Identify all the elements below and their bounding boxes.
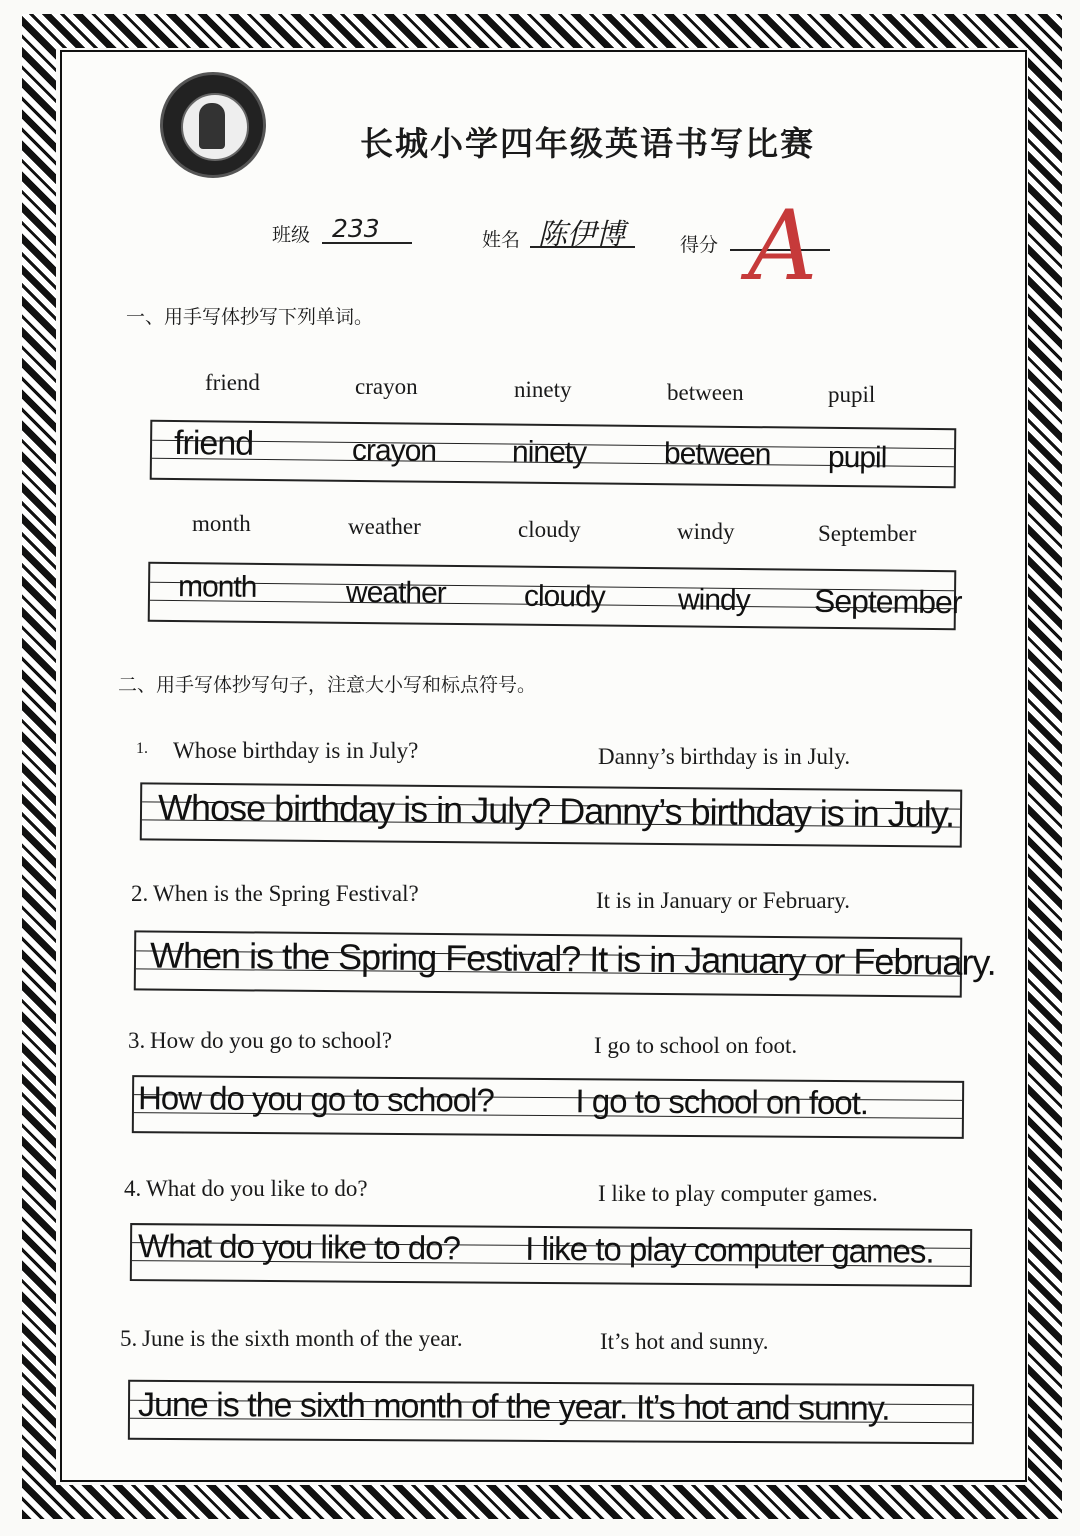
word-prompt: between <box>667 380 744 405</box>
word-prompt: September <box>818 521 917 546</box>
item-number: 1. <box>136 740 148 757</box>
word-prompt: cloudy <box>518 517 581 542</box>
item-number: 4. <box>124 1176 142 1201</box>
handwritten-word: ninety <box>511 435 587 470</box>
handwritten-word: pupil <box>827 440 887 475</box>
sentence-question: June is the sixth month of the year. <box>142 1326 463 1351</box>
sentence-answer: I like to play computer games. <box>598 1181 878 1206</box>
sentence-answer: It is in January or February. <box>596 888 850 913</box>
sentence-question: How do you go to school? <box>150 1028 393 1053</box>
item-number: 2. <box>131 881 149 906</box>
word-prompt: friend <box>205 370 260 395</box>
class-label: 班级 <box>272 224 311 246</box>
sentence-writing-box <box>130 1223 972 1287</box>
handwritten-word: weather <box>345 575 446 610</box>
sentence-writing-box <box>128 1380 974 1444</box>
handwritten-sentence: June is the sixth month of the year. It’s hot and sunny. <box>137 1385 890 1428</box>
word-prompt: month <box>192 511 251 536</box>
sentence-answer: I go to school on foot. <box>594 1033 798 1058</box>
word-prompt: ninety <box>514 377 572 402</box>
sentence-answer: It’s hot and sunny. <box>600 1329 769 1354</box>
word-prompt: weather <box>348 514 421 539</box>
score-label: 得分 <box>680 234 719 256</box>
word-prompt: crayon <box>355 374 418 399</box>
handwritten-word: friend <box>173 424 254 463</box>
name-label: 姓名 <box>482 229 521 251</box>
section2-heading: 二、用手写体抄写句子，注意大小写和标点符号。 <box>118 674 537 696</box>
handwritten-sentence: When is the Spring Festival? It is in January or February. <box>149 934 996 983</box>
grade-mark: A <box>748 190 818 302</box>
word-writing-box <box>150 420 957 488</box>
handwritten-sentence: How do you go to school? I go to school on foot. <box>137 1079 869 1122</box>
school-logo-icon <box>160 72 266 178</box>
sentence-question: When is the Spring Festival? <box>153 881 419 906</box>
handwritten-word: month <box>177 570 257 604</box>
handwritten-word: crayon <box>351 433 437 468</box>
handwritten-word: September <box>813 582 962 621</box>
word-writing-box <box>148 562 962 630</box>
handwritten-sentence: Whose birthday is in July? Danny’s birthday is in July. <box>157 786 955 835</box>
page-title: 长城小学四年级英语书写比赛 <box>360 124 815 163</box>
sentence-question: Whose birthday is in July? <box>173 738 419 763</box>
class-value: 233 <box>332 214 380 243</box>
word-prompt: pupil <box>828 382 876 407</box>
item-number: 3. <box>128 1028 146 1053</box>
sentence-writing-box <box>132 1075 964 1139</box>
handwritten-word: cloudy <box>523 579 605 614</box>
handwritten-word: windy <box>677 583 750 618</box>
sentence-answer: Danny’s birthday is in July. <box>598 744 851 769</box>
handwritten-sentence: What do you like to do? I like to play computer games. <box>137 1227 934 1270</box>
section1-heading: 一、用手写体抄写下列单词。 <box>126 306 374 328</box>
sentence-writing-box <box>140 782 962 847</box>
item-number: 5. <box>120 1326 138 1351</box>
handwritten-word: between <box>663 437 771 472</box>
word-prompt: windy <box>677 519 735 544</box>
name-value: 陈伊博 <box>538 217 626 251</box>
sentence-question: What do you like to do? <box>146 1176 368 1201</box>
sentence-writing-box <box>134 930 996 997</box>
